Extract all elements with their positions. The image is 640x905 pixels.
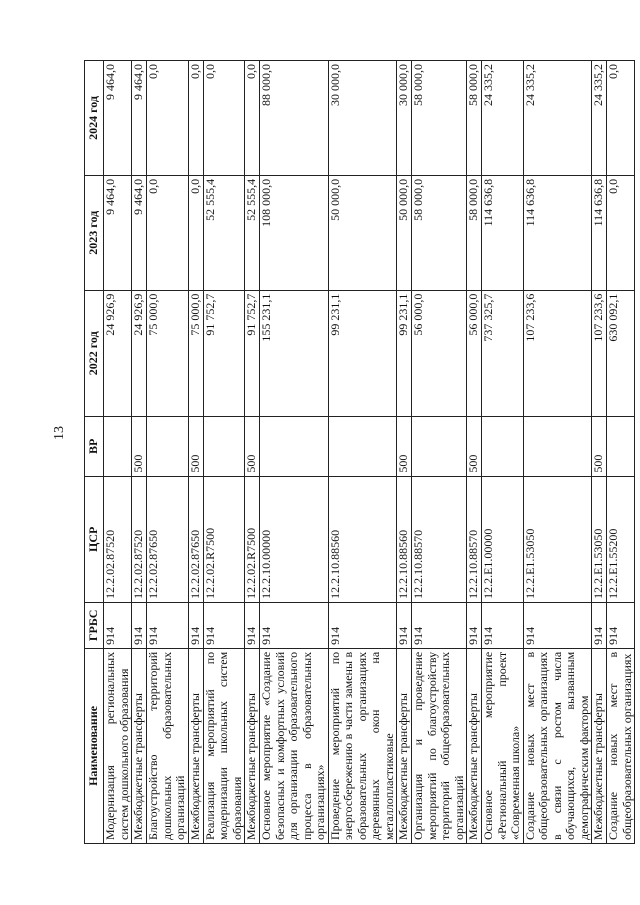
table-row <box>592 61 607 844</box>
cell-2024: 58 000,0 <box>467 61 482 176</box>
cell-vr: 500 <box>397 416 412 476</box>
cell-2022: 737 325,7 <box>482 290 524 416</box>
table-body <box>104 61 635 844</box>
cell-vr <box>523 416 592 476</box>
cell-csr: 12.2.E1.55200 <box>607 476 635 602</box>
cell-2022: 630 092,1 <box>607 290 635 416</box>
cell-2024: 0,0 <box>245 61 260 176</box>
cell-2023: 52 555,4 <box>203 175 245 290</box>
header-name: Наименование <box>85 648 104 843</box>
cell-csr: 12.2.10.88560 <box>397 476 412 602</box>
cell-grbs: 914 <box>523 602 592 648</box>
cell-name: Основное мероприятие «Региональный проект «Современная школа» <box>482 648 524 843</box>
cell-2023: 114 636,8 <box>592 175 607 290</box>
cell-grbs: 914 <box>592 602 607 648</box>
cell-2023: 50 000,0 <box>328 175 397 290</box>
cell-2024: 58 000,0 <box>412 61 467 176</box>
cell-2024: 24 335,2 <box>592 61 607 176</box>
cell-grbs: 914 <box>188 602 203 648</box>
table-row <box>467 61 482 844</box>
cell-grbs: 914 <box>328 602 397 648</box>
cell-vr: 500 <box>132 416 147 476</box>
cell-name: Благоустройство территорий дошкольных образовательных организаций <box>147 648 189 843</box>
cell-2022: 24 926,9 <box>104 290 132 416</box>
table-row <box>245 61 260 844</box>
cell-csr: 12.2.E1.53050 <box>523 476 592 602</box>
cell-2023: 58 000,0 <box>467 175 482 290</box>
cell-csr: 12.2.10.88570 <box>412 476 467 602</box>
cell-vr <box>412 416 467 476</box>
cell-csr: 12.2.E1.53050 <box>592 476 607 602</box>
cell-vr: 500 <box>188 416 203 476</box>
cell-grbs: 914 <box>607 602 635 648</box>
cell-csr: 12.2.02.87520 <box>104 476 132 602</box>
cell-grbs: 914 <box>147 602 189 648</box>
header-csr: ЦСР <box>85 476 104 602</box>
table-row <box>482 61 524 844</box>
cell-csr: 12.2.02.87520 <box>132 476 147 602</box>
cell-grbs: 914 <box>132 602 147 648</box>
rotated-table-container <box>84 60 634 844</box>
cell-2024: 30 000,0 <box>328 61 397 176</box>
cell-vr <box>607 416 635 476</box>
cell-csr: 12.2.10.88570 <box>467 476 482 602</box>
cell-name: Модернизация региональных систем дошкольного образования <box>104 648 132 843</box>
table-row <box>203 61 245 844</box>
cell-grbs: 914 <box>260 602 329 648</box>
table-row <box>188 61 203 844</box>
cell-2022: 91 752,7 <box>245 290 260 416</box>
table-row <box>523 61 592 844</box>
cell-name: Межбюджетные трансферты <box>397 648 412 843</box>
cell-name: Межбюджетные трансферты <box>467 648 482 843</box>
cell-csr: 12.2.02.87650 <box>188 476 203 602</box>
cell-name: Основное мероприятие «Создание безопасных и комфортных условий для организации образовательного процесса в образовательных организациях» <box>260 648 329 843</box>
cell-vr: 500 <box>592 416 607 476</box>
cell-2022: 56 000,0 <box>467 290 482 416</box>
cell-2022: 99 231,1 <box>397 290 412 416</box>
cell-grbs: 914 <box>482 602 524 648</box>
cell-vr <box>482 416 524 476</box>
header-vr: ВР <box>85 416 104 476</box>
cell-2023: 9 464,0 <box>132 175 147 290</box>
cell-name: Создание новых мест в общеобразовательных организациях <box>607 648 635 843</box>
cell-2024: 24 335,2 <box>482 61 524 176</box>
cell-csr: 12.2.10.00000 <box>260 476 329 602</box>
cell-vr <box>147 416 189 476</box>
cell-2023: 9 464,0 <box>104 175 132 290</box>
cell-2022: 99 231,1 <box>328 290 397 416</box>
table-row <box>328 61 397 844</box>
cell-name: Проведение мероприятий по энергосбережению в части замены в образовательных организациях деревянных окон на металлопластиковые <box>328 648 397 843</box>
cell-grbs: 914 <box>412 602 467 648</box>
cell-2024: 0,0 <box>147 61 189 176</box>
cell-2024: 0,0 <box>203 61 245 176</box>
cell-2022: 24 926,9 <box>132 290 147 416</box>
header-2024: 2024 год <box>85 61 104 176</box>
cell-name: Межбюджетные трансферты <box>188 648 203 843</box>
cell-name: Организация и проведение мероприятий по благоустройству территорий общеобразовательных организаций <box>412 648 467 843</box>
header-2023: 2023 год <box>85 175 104 290</box>
table-row <box>132 61 147 844</box>
cell-2024: 9 464,0 <box>104 61 132 176</box>
cell-2023: 108 000,0 <box>260 175 329 290</box>
header-grbs: ГРБС <box>85 602 104 648</box>
cell-vr: 500 <box>245 416 260 476</box>
table-row <box>260 61 329 844</box>
cell-2023: 0,0 <box>147 175 189 290</box>
table-row <box>147 61 189 844</box>
cell-2023: 114 636,8 <box>523 175 592 290</box>
table-row <box>412 61 467 844</box>
cell-grbs: 914 <box>245 602 260 648</box>
cell-2023: 50 000,0 <box>397 175 412 290</box>
cell-2024: 24 335,2 <box>523 61 592 176</box>
cell-2024: 0,0 <box>188 61 203 176</box>
cell-2023: 0,0 <box>188 175 203 290</box>
cell-2023: 52 555,4 <box>245 175 260 290</box>
table-row <box>104 61 132 844</box>
cell-2022: 75 000,0 <box>188 290 203 416</box>
cell-csr: 12.2.02.87650 <box>147 476 189 602</box>
cell-name: Межбюджетные трансферты <box>245 648 260 843</box>
cell-vr <box>260 416 329 476</box>
cell-name: Межбюджетные трансферты <box>592 648 607 843</box>
cell-csr: 12.2.E1.00000 <box>482 476 524 602</box>
cell-csr: 12.2.10.88560 <box>328 476 397 602</box>
cell-grbs: 914 <box>467 602 482 648</box>
cell-2022: 56 000,0 <box>412 290 467 416</box>
cell-2022: 107 233,6 <box>592 290 607 416</box>
cell-csr: 12.2.02.R7500 <box>245 476 260 602</box>
table-header-row <box>85 61 104 844</box>
page-number: 13 <box>52 426 67 440</box>
header-2022: 2022 год <box>85 290 104 416</box>
cell-2023: 114 636,8 <box>482 175 524 290</box>
cell-2022: 107 233,6 <box>523 290 592 416</box>
cell-2024: 30 000,0 <box>397 61 412 176</box>
cell-name: Межбюджетные трансферты <box>132 648 147 843</box>
cell-2023: 58 000,0 <box>412 175 467 290</box>
cell-name: Реализация мероприятий по модернизации школьных систем образования <box>203 648 245 843</box>
table-row <box>607 61 635 844</box>
cell-name: Создание новых мест в общеобразовательных организациях в связи с ростом числа обучающихся, вызванным демографическим фактором <box>523 648 592 843</box>
cell-csr: 12.2.02.R7500 <box>203 476 245 602</box>
table-row <box>397 61 412 844</box>
cell-2023: 0,0 <box>607 175 635 290</box>
cell-grbs: 914 <box>397 602 412 648</box>
cell-2022: 155 231,1 <box>260 290 329 416</box>
budget-table <box>84 60 635 844</box>
cell-2022: 75 000,0 <box>147 290 189 416</box>
cell-vr: 500 <box>467 416 482 476</box>
cell-vr <box>328 416 397 476</box>
cell-2024: 9 464,0 <box>132 61 147 176</box>
cell-2024: 88 000,0 <box>260 61 329 176</box>
cell-2024: 0,0 <box>607 61 635 176</box>
cell-vr <box>203 416 245 476</box>
cell-grbs: 914 <box>203 602 245 648</box>
cell-vr <box>104 416 132 476</box>
cell-2022: 91 752,7 <box>203 290 245 416</box>
cell-grbs: 914 <box>104 602 132 648</box>
